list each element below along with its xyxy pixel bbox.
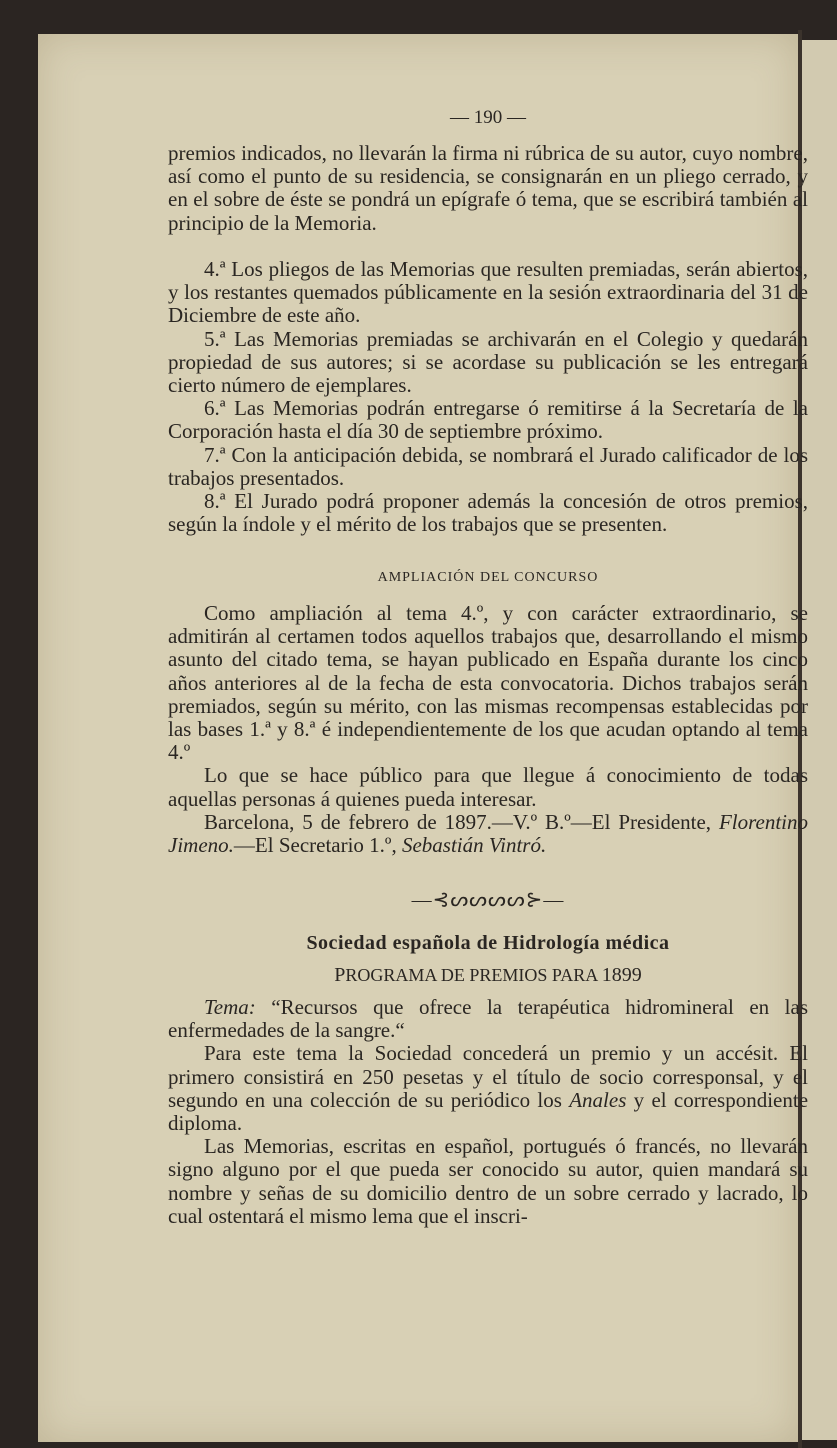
rule-6: 6.ª Las Memorias podrán entregarse ó remitirse á la Secretaría de la Corporación hasta el día 30 de septiembre próximo. xyxy=(168,396,808,444)
secretary-label: —El Secretario 1.º, xyxy=(233,833,397,858)
tema-paragraph xyxy=(168,996,808,1042)
tema-label: Tema: xyxy=(204,995,256,1019)
memorias-paragraph: Las Memorias, escritas en español, portugués ó francés, no llevarán signo alguno por el que pueda ser conocido su autor, quien mandará su nombre y señas de su domicilio dentro de un sobre cerrado y lacrado, lo cual ostentará el mismo lema que el inscri- xyxy=(168,1134,808,1228)
page-number: — 190 — xyxy=(450,107,526,128)
rule-8: 8.ª El Jurado podrá proponer además la concesión de otros premios, según la índole y el mérito de los trabajos que se presenten. xyxy=(168,489,808,537)
program-title xyxy=(168,964,808,987)
rules-list xyxy=(168,258,808,536)
program-title-initial: P xyxy=(334,964,346,986)
anales-title: Anales xyxy=(569,1087,627,1112)
rule-7: 7.ª Con la anticipación debida, se nombrará el Jurado calificador de los trabajos presentados. xyxy=(168,442,808,490)
premio-paragraph xyxy=(168,1042,808,1135)
hidrologia-section xyxy=(168,996,808,1228)
ampliacion-section xyxy=(168,602,808,857)
publico-paragraph: Lo que se hace público para que llegue á conocimiento de todas aquellas personas á quienes pueda interesar. xyxy=(168,763,808,811)
ornament-divider: —⊰ᔕᔕᔕᔕ⊱— xyxy=(411,889,565,911)
rule-5: 5.ª Las Memorias premiadas se archivarán en el Colegio y quedarán propiedad de sus autores; si se acordase su publicación se les entregará cierto número de ejemplares. xyxy=(168,326,808,398)
premio-text: Para este tema la Sociedad concederá un premio y un accésit. El primero consistirá en 250 pesetas y el título de socio corresponsal, y el segundo en una colección de su periódico los xyxy=(168,1041,808,1112)
secretary-name: Sebastián Vintró. xyxy=(401,833,547,858)
book-page xyxy=(38,34,809,1442)
rule-4: 4.ª Los pliegos de las Memorias que resulten premiadas, serán abiertos, y los restantes quemados públicamente en la sesión extraordinaria del 31 de Diciembre de este año. xyxy=(168,257,808,328)
president-name: Florentino Jimeno. xyxy=(168,809,808,858)
signature-place: Barcelona, 5 de febrero de 1897.—V.º B.º—El Presidente, xyxy=(204,809,712,834)
society-title: Sociedad española de Hidrología médica xyxy=(306,932,670,954)
program-title-rest: ROGRAMA DE PREMIOS PARA xyxy=(345,965,598,985)
intro-paragraph xyxy=(168,142,808,235)
signature-paragraph xyxy=(168,811,808,857)
premio-text-end: y el correspondiente diploma. xyxy=(168,1087,809,1136)
ampliacion-heading: AMPLIACIÓN DEL CONCURSO xyxy=(377,570,599,585)
program-year: 1899 xyxy=(601,964,642,986)
tema-text: “Recursos que ofrece la terapéutica hidromineral en las enfermedades de la sangre.“ xyxy=(168,995,809,1043)
intro-text: premios indicados, no llevarán la firma ni rúbrica de su autor, cuyo nombre, así como el punto de su residencia, se consignarán en un pliego cerrado, y en el sobre de éste se pondrá un epígrafe ó tema, que se escribirá también al principio de la Memoria. xyxy=(168,141,808,235)
ampliacion-paragraph: Como ampliación al tema 4.º, y con carácter extraordinario, se admitirán al certamen todos aquellos trabajos que, desarrollando el mismo asunto del citado tema, se hayan publicado en España durante los cinco años anteriores al de la fecha de esta convocatoria. Dichos trabajos serán premiados, según su mérito, con las mismas recompensas establecidas por las bases 1.ª y 8.ª é independientemente de los que acudan optando al tema 4.º xyxy=(168,601,808,765)
